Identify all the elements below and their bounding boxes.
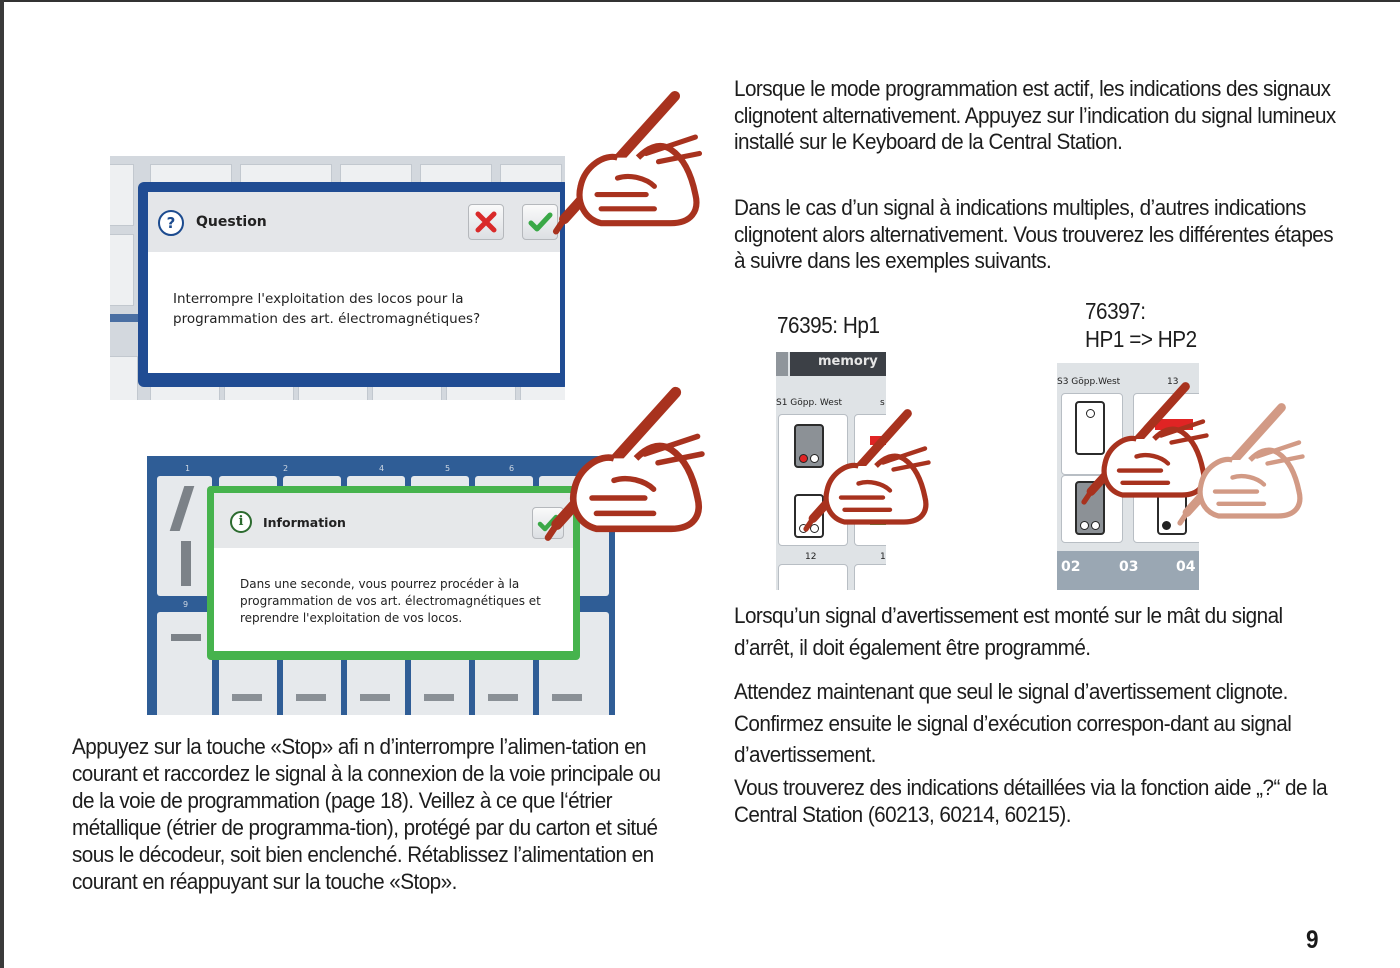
question-dialog-screenshot bbox=[110, 156, 565, 400]
info-dialog-header bbox=[214, 493, 573, 548]
tile-number: 2 bbox=[283, 464, 289, 473]
bg-tile bbox=[110, 234, 134, 306]
green-indicator bbox=[870, 516, 886, 525]
white-lamp bbox=[799, 524, 808, 533]
signal-tile[interactable] bbox=[854, 414, 886, 546]
track-segment bbox=[296, 694, 326, 701]
track-segment bbox=[360, 694, 390, 701]
white-lamp bbox=[1091, 521, 1100, 530]
tile-number: 5 bbox=[445, 464, 451, 473]
confirm-button[interactable] bbox=[522, 204, 558, 240]
white-lamp bbox=[810, 454, 819, 463]
signal-hp2[interactable] bbox=[1157, 481, 1187, 535]
station-label: S1 Göpp. West bbox=[776, 398, 843, 408]
track-segment bbox=[552, 694, 582, 701]
checkmark-icon bbox=[533, 508, 563, 538]
signal-tile[interactable] bbox=[854, 564, 886, 590]
info-icon: i bbox=[230, 511, 252, 533]
memory-label: memory bbox=[818, 354, 878, 369]
info-line-1: Dans une seconde, vous pourrez procéder à la bbox=[240, 577, 520, 591]
question-dialog-body bbox=[148, 252, 560, 373]
question-line-1: Interrompre l'exploitation des locos pour la bbox=[173, 291, 464, 307]
black-lamp bbox=[1173, 487, 1182, 496]
side-label: 13 bbox=[1167, 377, 1179, 387]
x-icon bbox=[469, 205, 503, 239]
info-dialog-title: Information bbox=[263, 515, 346, 530]
left-border bbox=[0, 0, 4, 968]
tile-label: 12 bbox=[805, 552, 817, 562]
track-segment bbox=[181, 541, 191, 586]
red-lamp bbox=[799, 454, 808, 463]
confirm-button[interactable] bbox=[532, 507, 564, 539]
signal-hp0[interactable] bbox=[1075, 401, 1105, 455]
white-lamp bbox=[810, 524, 819, 533]
track-segment bbox=[232, 694, 262, 701]
example-2-caption-line-2: HP1 => HP2 bbox=[1085, 326, 1197, 352]
info-dialog-body bbox=[214, 548, 573, 651]
question-dialog bbox=[138, 182, 565, 387]
footer-number: 02 bbox=[1061, 559, 1081, 575]
tile-number: 4 bbox=[379, 464, 385, 473]
info-line-3: reprendre l'exploitation de vos locos. bbox=[240, 611, 463, 625]
signal-76397-screenshot bbox=[1057, 363, 1199, 590]
tile-number: 1 bbox=[185, 464, 191, 473]
bg-tile bbox=[110, 164, 134, 226]
track-segment bbox=[488, 694, 518, 701]
multi-aspect-paragraph: Dans le cas d’un signal à indications multiples, d’autres indications clignotent alors alternativement. Vous trouverez les différentes étapes à suivre dans les exemples suivants. bbox=[734, 195, 1334, 273]
signal-tile[interactable] bbox=[778, 564, 848, 590]
intro-paragraph: Lorsque le mode programmation est actif, les indications des signaux clignotent alternativement. Appuyez sur l’indication du signal lumineux installé sur le Keyboard de la Central Station. bbox=[734, 76, 1336, 154]
red-indicator bbox=[870, 436, 886, 445]
footer-bar bbox=[1057, 551, 1199, 590]
question-icon: ? bbox=[158, 210, 184, 236]
help-paragraph: Vous trouverez des indications détaillées via la fonction aide „?“ de la Central Station (60213, 60214, 60215). bbox=[734, 775, 1328, 827]
tile-number: 6 bbox=[509, 464, 515, 473]
info-line-2: programmation de vos art. électromagnétiques et bbox=[240, 594, 541, 608]
white-lamp bbox=[1086, 409, 1095, 418]
hand-pen-icon bbox=[556, 96, 700, 231]
bg-tile bbox=[110, 356, 138, 400]
memory-header bbox=[790, 352, 886, 376]
signal-76395-screenshot bbox=[776, 352, 886, 590]
track-segment bbox=[171, 634, 201, 641]
black-lamp bbox=[1162, 521, 1171, 530]
top-border bbox=[0, 0, 1400, 2]
signal-hp1[interactable] bbox=[794, 494, 824, 538]
station-label: S3 Göpp.West bbox=[1057, 377, 1121, 387]
bg-tile bbox=[157, 612, 212, 715]
confirm-paragraph: Attendez maintenant que seul le signal d’avertissement clignote. Confirmez ensuite le signal d’exécution correspon-dant au signal d’avertissement. bbox=[734, 679, 1292, 767]
info-dialog bbox=[207, 486, 580, 660]
tile-number: 9 bbox=[183, 600, 189, 609]
side-label: 1 bbox=[880, 552, 886, 562]
example-2-caption-line-1: 76397: bbox=[1085, 298, 1146, 324]
signal-hp1[interactable] bbox=[1075, 481, 1105, 535]
question-line-2: programmation des art. électromagnétiques? bbox=[173, 311, 481, 327]
header-block bbox=[776, 352, 788, 376]
side-label-top: s bbox=[880, 398, 885, 408]
example-1-caption: 76395: Hp1 bbox=[777, 312, 880, 338]
red-indicator bbox=[1155, 419, 1193, 430]
distant-signal-paragraph: Lorsqu’un signal d’avertissement est monté sur le mât du signal d’arrêt, il doit également être programmé. bbox=[734, 603, 1283, 660]
question-dialog-header bbox=[148, 192, 560, 252]
info-dialog-screenshot bbox=[147, 456, 615, 715]
cancel-button[interactable] bbox=[468, 204, 504, 240]
page-number: 9 bbox=[1306, 926, 1319, 954]
footer-number: 03 bbox=[1119, 559, 1139, 575]
signal-hp0[interactable] bbox=[794, 424, 824, 468]
track-segment bbox=[424, 694, 454, 701]
signal-tile[interactable] bbox=[1133, 393, 1199, 475]
checkmark-icon bbox=[523, 205, 557, 239]
question-dialog-title: Question bbox=[196, 214, 267, 230]
white-lamp bbox=[1080, 521, 1089, 530]
stop-instructions-paragraph: Appuyez sur la touche «Stop» afi n d’interrompre l’alimen-tation en courant et raccordez le signal à la connexion de la voie principale ou de la voie de programmation (page 18). Veillez à ce que l‘étrier métallique (étrier de programma-tion), protégé par du carton et situé sous le décodeur, soit bien enclenché. Rétablissez l’alimentation en courant en réappuyant sur la touche «Stop». bbox=[72, 734, 661, 894]
footer-number: 04 bbox=[1176, 559, 1196, 575]
